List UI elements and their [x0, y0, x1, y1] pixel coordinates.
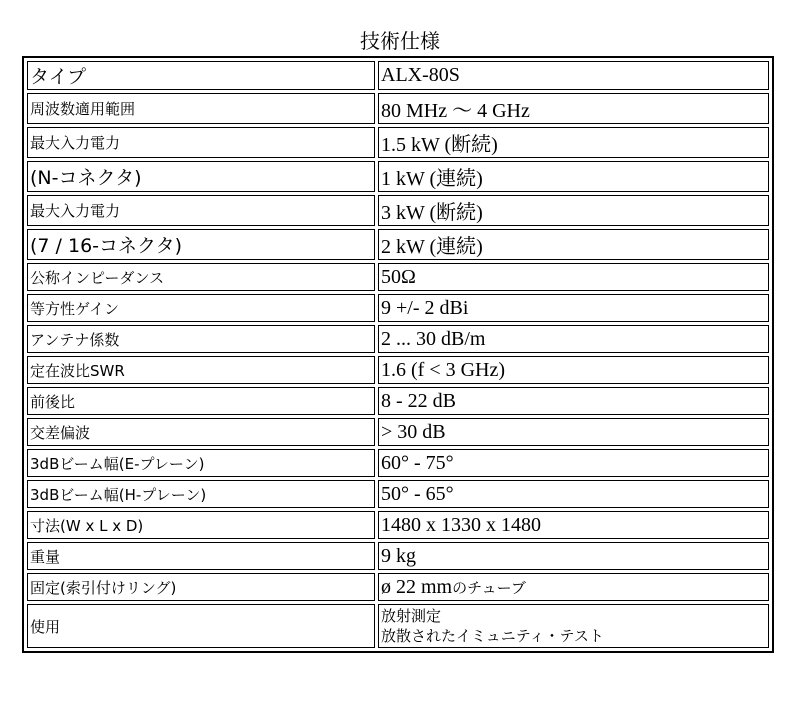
spec-value-suffix: のチューブ — [452, 578, 526, 597]
table-row — [27, 418, 769, 446]
spec-label: 使用 — [27, 604, 375, 648]
table-row — [27, 449, 769, 477]
spec-value: 8 - 22 dB — [378, 387, 769, 415]
spec-label: 交差偏波 — [27, 418, 375, 446]
table-row — [27, 542, 769, 570]
spec-label: 等方性ゲイン — [27, 294, 375, 322]
spec-value: 80 MHz 〜 4 GHz — [378, 93, 769, 124]
spec-value — [378, 573, 769, 601]
table-row — [27, 294, 769, 322]
spec-value: > 30 dB — [378, 418, 769, 446]
spec-value: 1.6 (f < 3 GHz) — [378, 356, 769, 384]
spec-label: 前後比 — [27, 387, 375, 415]
spec-table — [22, 56, 774, 653]
table-row — [27, 573, 769, 601]
spec-label: 重量 — [27, 542, 375, 570]
spec-value — [378, 604, 769, 648]
spec-label: アンテナ係数 — [27, 325, 375, 353]
spec-value-line: 放散されたイミュニティ・テスト — [381, 627, 604, 645]
spec-value: 2 kW (連続) — [378, 229, 769, 260]
spec-label: 公称インピーダンス — [27, 263, 375, 291]
spec-value: 50° - 65° — [378, 480, 769, 508]
table-row — [27, 480, 769, 508]
table-row — [27, 511, 769, 539]
table-row — [27, 387, 769, 415]
spec-value: 1 kW (連続) — [378, 161, 769, 192]
spec-label: 寸法(W x L x D) — [27, 511, 375, 539]
spec-value: 1480 x 1330 x 1480 — [378, 511, 769, 539]
spec-label: (7 / 16-コネクタ) — [27, 229, 375, 260]
table-row — [27, 604, 769, 648]
table-row — [27, 93, 769, 124]
spec-value: 2 ... 30 dB/m — [378, 325, 769, 353]
table-row — [27, 195, 769, 226]
spec-label: 最大入力電力 — [27, 195, 375, 226]
table-row — [27, 161, 769, 192]
spec-value: 1.5 kW (断続) — [378, 127, 769, 158]
spec-label: 周波数適用範囲 — [27, 93, 375, 124]
table-row — [27, 61, 769, 90]
spec-label: 3dBビーム幅(E-プレーン) — [27, 449, 375, 477]
table-row — [27, 127, 769, 158]
spec-value: 60° - 75° — [378, 449, 769, 477]
table-row — [27, 263, 769, 291]
spec-value-line: 放射測定 — [381, 607, 442, 625]
spec-value-main: ø 22 mm — [381, 575, 453, 598]
spec-value: 50Ω — [378, 263, 769, 291]
page-title: 技術仕様 — [360, 29, 440, 53]
spec-value: ALX-80S — [378, 61, 769, 90]
spec-label: 3dBビーム幅(H-プレーン) — [27, 480, 375, 508]
spec-label: 固定(索引付けリング) — [27, 573, 375, 601]
table-row — [27, 229, 769, 260]
spec-label: タイプ — [27, 61, 375, 90]
spec-label: 定在波比SWR — [27, 356, 375, 384]
spec-value: 9 kg — [378, 542, 769, 570]
spec-label: (N-コネクタ) — [27, 161, 375, 192]
spec-label: 最大入力電力 — [27, 127, 375, 158]
spec-value: 3 kW (断続) — [378, 195, 769, 226]
table-row — [27, 325, 769, 353]
table-row — [27, 356, 769, 384]
spec-value: 9 +/- 2 dBi — [378, 294, 769, 322]
